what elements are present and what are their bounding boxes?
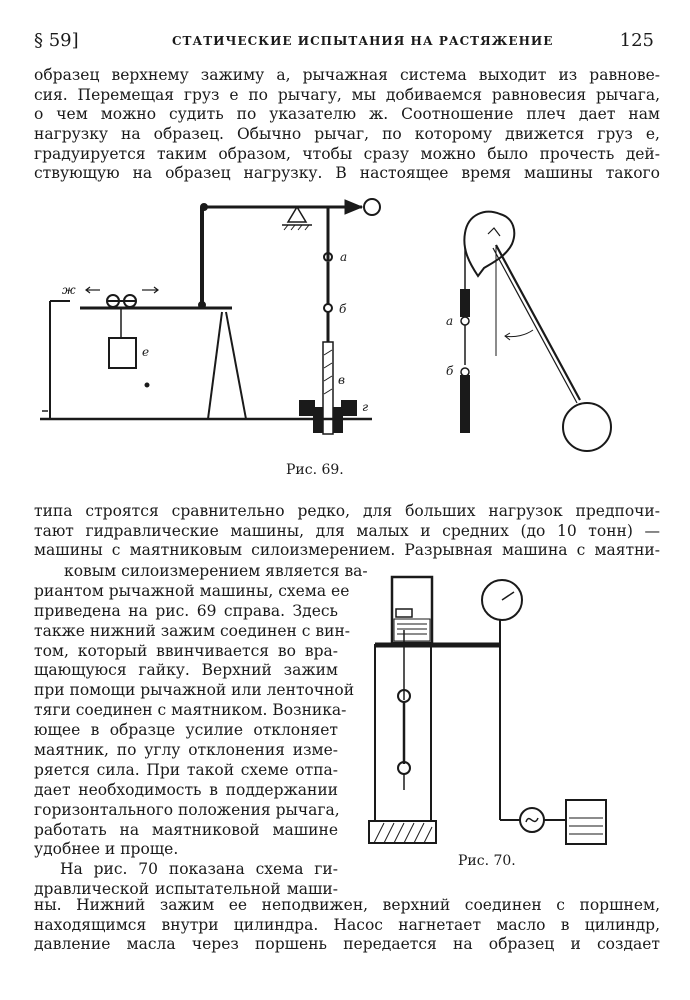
paragraph-bottom (34, 896, 660, 955)
text-line: тают гидравлические машины, для малых и средних (до 10 тонн) — (34, 521, 660, 540)
text-line: ющее в образце усилие отклоняет (34, 721, 338, 740)
text-line: также нижний зажим соединен с вин- (34, 621, 351, 640)
label-a-right: a (446, 314, 454, 328)
text-line: находящимся внутри цилиндра. Насос нагнетает масло в цилиндр, (34, 915, 660, 934)
header-title: СТАТИЧЕСКИЕ ИСПЫТАНИЯ НА РАСТЯЖЕНИЕ (172, 34, 554, 48)
label-b-right: б (446, 364, 454, 378)
text-line: ны. Нижний зажим ее неподвижен, верхний соединен с поршнем, (34, 896, 660, 914)
section-number: § 59] (34, 30, 79, 51)
label-zh: ж (62, 283, 76, 297)
text-line: маятник, по углу отклонения изме- (34, 741, 338, 760)
label-v: в (338, 373, 345, 387)
text-line: ствующую на образец нагрузку. В настоящее время машины такого (34, 164, 660, 183)
text-line: градуируется таким образом, чтобы сразу можно было прочесть дей- (34, 144, 660, 163)
text-line: щающуюся гайку. Верхний зажим (34, 661, 338, 680)
text-line: о чем можно судить по указателю ж. Соотношение плеч дает нам (34, 105, 660, 124)
text-line: ряется сила. При такой схеме отпа- (34, 760, 338, 779)
label-g: г (362, 400, 369, 414)
oil-tank (566, 800, 606, 844)
label-a: a (340, 250, 348, 264)
text-line: работать на маятниковой машине (34, 820, 338, 839)
text-line: тяги соединен с маятником. Возника- (34, 701, 347, 720)
figure-70-caption: Рис. 70. (458, 853, 516, 869)
text-line: давление масла через поршень передается на образец и создает (34, 935, 660, 954)
text-line: приведена на рис. 69 справа. Здесь (34, 601, 338, 620)
text-line: машины с маятниковым силоизмерением. Разрывная машина с маятни- (34, 541, 660, 560)
label-e: e (142, 345, 150, 359)
text-line: при помощи рычажной или ленточной (34, 681, 355, 700)
label-b: б (339, 302, 347, 316)
oil-chamber (394, 619, 430, 641)
text-line: нагрузку на образец. Обычно рычаг, по которому движется груз e, (34, 125, 660, 144)
text-line: дает необходимость в поддержании (34, 780, 338, 799)
figure-69-caption: Рис. 69. (286, 462, 344, 478)
text-line: На рис. 70 показана схема ги- (60, 860, 338, 879)
text-line: риантом рычажной машины, схема ее (34, 581, 350, 600)
text-line: удобнее и проще. (34, 840, 179, 859)
text-line: ковым силоизмерением является ва- (64, 562, 368, 580)
text-line: том, который ввинчивается во вра- (34, 641, 338, 660)
text-line: сия. Перемещая груз e по рычагу, мы добиваемся равновесия рычага, (34, 85, 660, 104)
text-line: образец верхнему зажиму a, рычажная система выходит из равнове- (34, 66, 660, 84)
text-line: горизонтального положения рычага, (34, 800, 340, 819)
text-line: дравлической испытательной маши- (34, 880, 338, 899)
page-number: 125 (619, 30, 654, 51)
text-line: типа строятся сравнительно редко, для больших нагрузок предпочи- (34, 502, 660, 520)
